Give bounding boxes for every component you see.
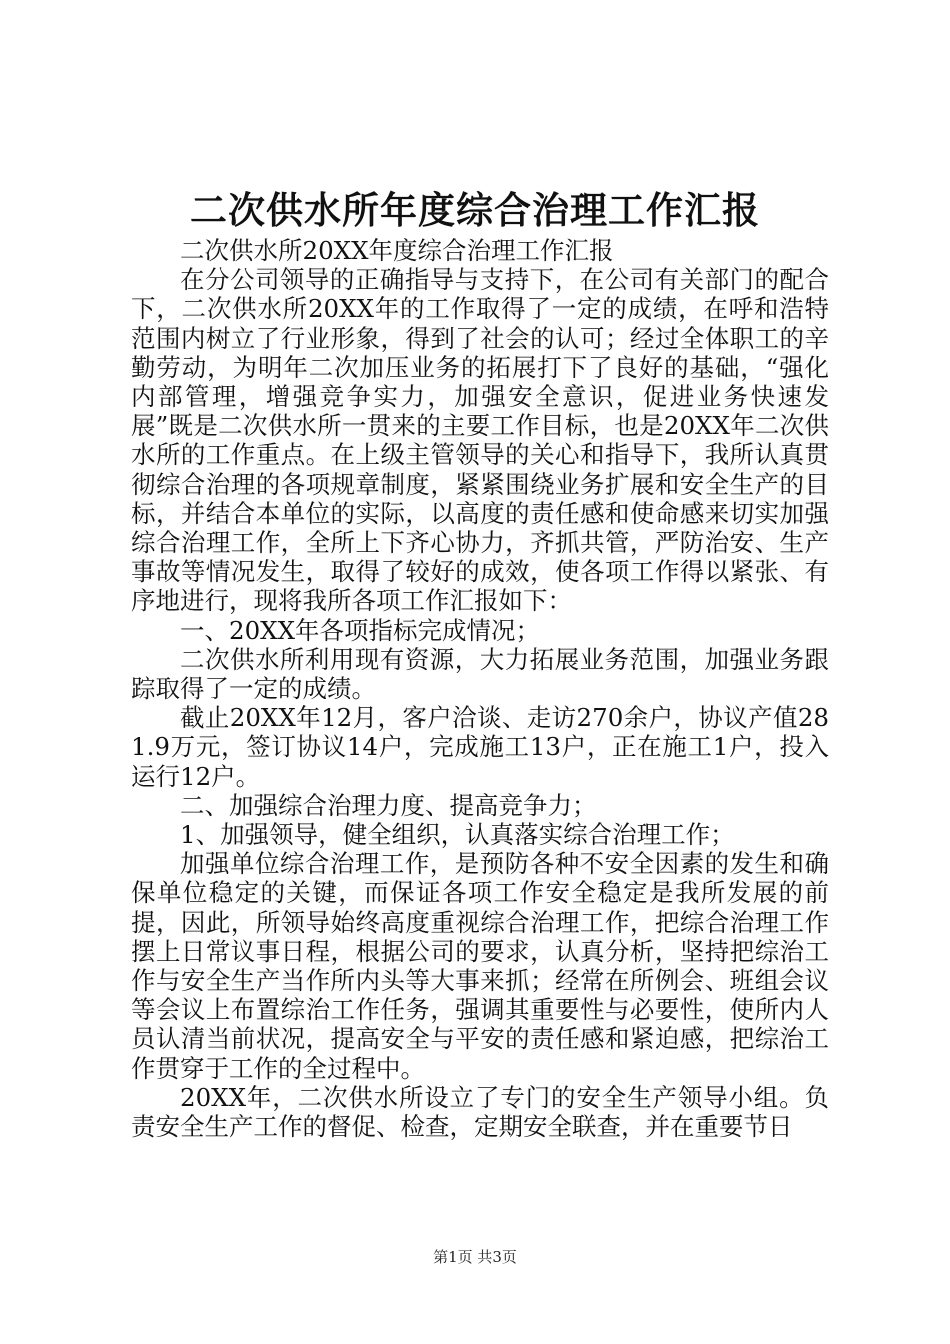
- paragraph: 截止20XX年12月，客户洽谈、走访270余户，协议产值281.9万元，签订协议14户，完成施工13户，正在施工1户，投入运行12户。: [131, 703, 829, 791]
- subsection-heading: 1、加强领导，健全组织，认真落实综合治理工作；: [180, 820, 735, 850]
- document-body: [131, 236, 829, 1141]
- paragraph: 加强单位综合治理工作，是预防各种不安全因素的发生和确保单位稳定的关键，而保证各项工作安全稳定是我所发展的前提，因此，所领导始终高度重视综合治理工作，把综合治理工作摆上日常议事日程，根据公司的要求，认真分析，坚持把综治工作与安全生产当作所内头等大事来抓；经常在所例会、班组会议等会议上布置综治工作任务，强调其重要性与必要性，使所内人员认清当前状况，提高安全与平安的责任感和紧迫感，把综治工作贯穿于工作的全过程中。: [131, 849, 829, 1083]
- document-title: 二次供水所年度综合治理工作汇报: [190, 188, 760, 232]
- paragraph-intro: 在分公司领导的正确指导与支持下，在公司有关部门的配合下，二次供水所20XX年的工作取得了一定的成绩，在呼和浩特范围内树立了行业形象，得到了社会的认可；经过全体职工的辛勤劳动，为明年二次加压业务的拓展打下了良好的基础，“强化内部管理，增强竞争实力，加强安全意识，促进业务快速发展”既是二次供水所一贯来的主要工作目标，也是20XX年二次供水所的工作重点。在上级主管领导的关心和指导下，我所认真贯彻综合治理的各项规章制度，紧紧围绕业务扩展和安全生产的目标，并结合本单位的实际，以高度的责任感和使命感来切实加强综合治理工作，全所上下齐心协力，齐抓共管，严防治安、生产事故等情况发生，取得了较好的成效，使各项工作得以紧张、有序地进行，现将我所各项工作汇报如下：: [131, 265, 829, 616]
- paragraph: 20XX年，二次供水所设立了专门的安全生产领导小组。负责安全生产工作的督促、检查，定期安全联查，并在重要节日: [131, 1082, 829, 1142]
- paragraph: 二次供水所利用现有资源，大力拓展业务范围，加强业务跟踪取得了一定的成绩。: [131, 644, 829, 704]
- paragraph-subtitle: 二次供水所20XX年度综合治理工作汇报: [180, 236, 614, 265]
- page-footer: 第1页 共3页: [433, 1248, 517, 1266]
- section-heading-2: 二、加强综合治理力度、提高竞争力；: [180, 790, 597, 820]
- section-heading-1: 一、20XX年各项指标完成情况；: [180, 615, 541, 645]
